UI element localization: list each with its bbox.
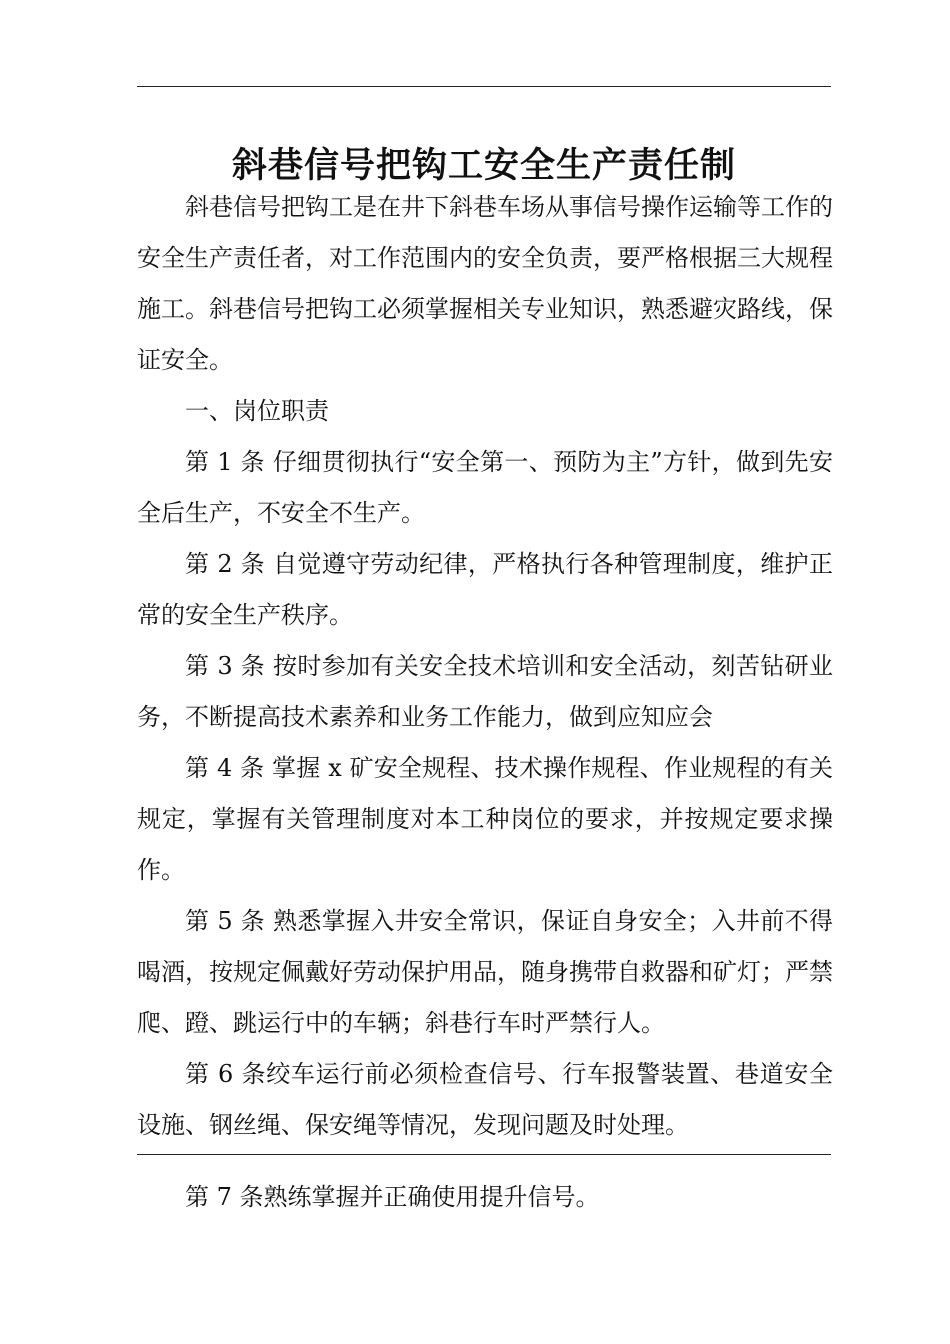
section-heading: 一、岗位职责 bbox=[185, 397, 329, 425]
article-7: 第 7 条熟练掌握并正确使用提升信号。 bbox=[185, 1183, 600, 1211]
page-break-rule bbox=[137, 1154, 831, 1155]
article-1: 第 1 条 仔细贯彻执行“安全第一、预防为主”方针，做到先安全后生产，不安全不生产。 bbox=[137, 448, 833, 527]
article-2: 第 2 条 自觉遵守劳动纪律，严格执行各种管理制度，维护正常的安全生产秩序。 bbox=[137, 550, 833, 629]
header-rule bbox=[137, 86, 831, 87]
article-4: 第 4 条 掌握 x 矿安全规程、技术操作规程、作业规程的有关规定，掌握有关管理制度对本工种岗位的要求，并按规定要求操作。 bbox=[137, 754, 833, 884]
article-6: 第 6 条绞车运行前必须检查信号、行车报警装置、巷道安全设施、钢丝绳、保安绳等情况，发现问题及时处理。 bbox=[137, 1060, 833, 1139]
intro-paragraph: 斜巷信号把钩工是在井下斜巷车场从事信号操作运输等工作的安全生产责任者，对工作范围内的安全负责，要严格根据三大规程施工。斜巷信号把钩工必须掌握相关专业知识，熟悉避灾路线，保证安全。 bbox=[137, 193, 833, 374]
next-page-content bbox=[137, 1172, 833, 1223]
page-title: 斜巷信号把钩工安全生产责任制 bbox=[231, 145, 736, 187]
article-5: 第 5 条 熟悉掌握入井安全常识，保证自身安全；入井前不得喝酒，按规定佩戴好劳动保护用品，随身携带自救器和矿灯；严禁爬、蹬、跳运行中的车辆；斜巷行车时严禁行人。 bbox=[137, 907, 833, 1037]
article-3: 第 3 条 按时参加有关安全技术培训和安全活动，刻苦钻研业务，不断提高技术素养和业务工作能力，做到应知应会 bbox=[137, 652, 833, 731]
document-body bbox=[137, 182, 833, 1151]
